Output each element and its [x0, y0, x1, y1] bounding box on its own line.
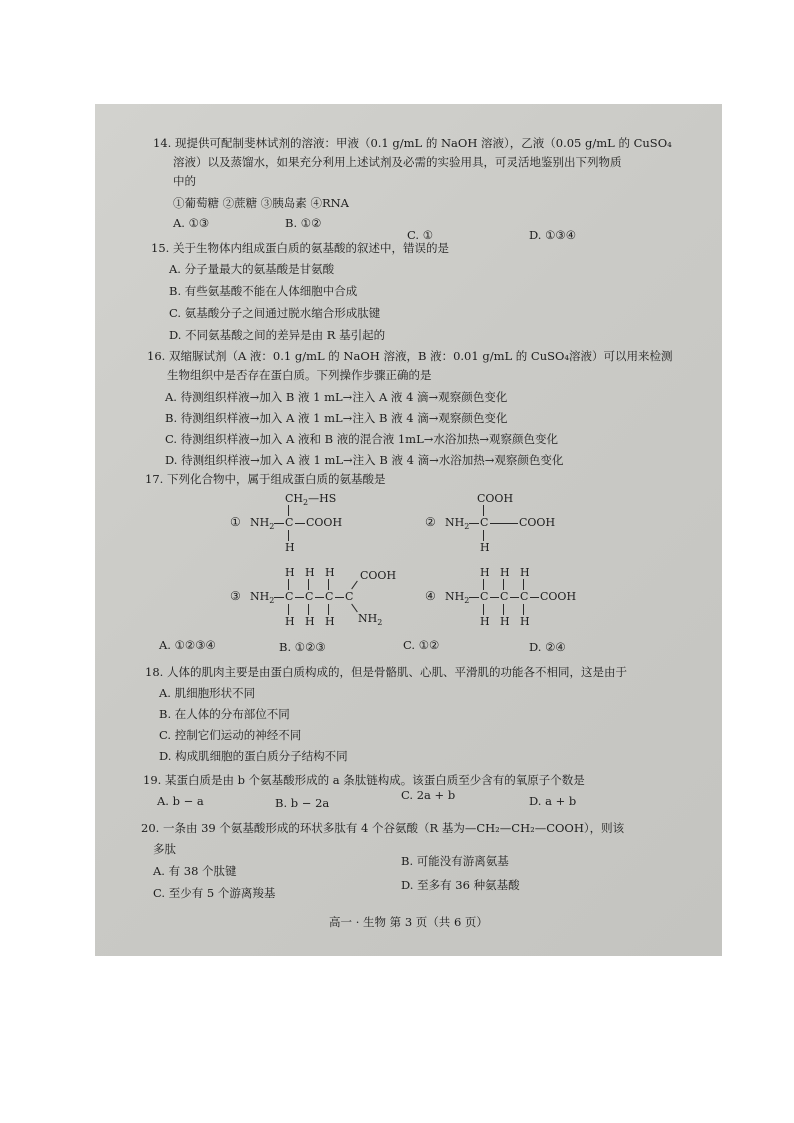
label-1: ① [230, 515, 241, 529]
q20-option-a: A. 有 38 个肽键 [153, 864, 237, 878]
page-footer: 高一 · 生物 第 3 页（共 6 页） [329, 915, 488, 929]
q16-option-b: B. 待测组织样液→加入 A 液 1 mL→注入 B 液 4 滴→观察颜色变化 [165, 411, 508, 425]
q15-option-d: D. 不同氨基酸之间的差异是由 R 基引起的 [169, 328, 386, 342]
q16-option-d: D. 待测组织样液→加入 A 液 1 mL→注入 B 液 4 滴→水浴加热→观察颜色变化 [165, 453, 564, 467]
scanned-page-photo [95, 104, 722, 956]
label-2: ② [425, 515, 436, 529]
q18-stem: 18. 人体的肌肉主要是由蛋白质构成的，但是骨骼肌、心肌、平滑肌的功能各不相同，这是由于 [145, 665, 627, 679]
q17-option-a: A. ①②③④ [159, 638, 216, 652]
q17-option-d: D. ②④ [529, 640, 566, 654]
structure-4: H H H ④ $NH_2$ C C C COOH H H H [425, 566, 577, 628]
q16-option-c: C. 待测组织样液→加入 A 液和 B 液的混合液 1mL→水浴加热→观察颜色变化 [165, 432, 558, 446]
q14-line2: 溶液）以及蒸馏水，如果充分利用上述试剂及必需的实验用具，可灵活地鉴别出下列物质 [173, 155, 622, 169]
q18-option-d: D. 构成肌细胞的蛋白质分子结构不同 [159, 749, 348, 763]
q20-line1: 20. 一条由 39 个氨基酸形成的环状多肽有 4 个谷氨酸（R 基为—CH₂—CH₂—COOH），则该 [141, 821, 625, 835]
q15-option-a: A. 分子量最大的氨基酸是甘氨酸 [169, 262, 335, 276]
q20-line2: 多肽 [153, 842, 176, 856]
q16-line2: 生物组织中是否存在蛋白质。下列操作步骤正确的是 [167, 368, 432, 382]
q19-stem: 19. 某蛋白质是由 b 个氨基酸形成的 a 条肽链构成。该蛋白质至少含有的氧原子个数是 [143, 773, 585, 787]
q20-option-c: C. 至少有 5 个游离羧基 [153, 886, 276, 900]
q18-option-b: B. 在人体的分布部位不同 [159, 707, 290, 721]
q17-stem: 17. 下列化合物中，属于组成蛋白质的氨基酸是 [145, 472, 386, 486]
q17-option-b: B. ①②③ [279, 640, 326, 654]
q14-items: ①葡萄糖 ②蔗糖 ③胰岛素 ④RNA [173, 196, 349, 210]
q14-option-b: B. ①② [285, 216, 322, 230]
label-3: ③ [230, 589, 241, 603]
q16-line1: 16. 双缩脲试剂（A 液：0.1 g/mL 的 NaOH 溶液，B 液：0.01 g/mL 的 CuSO₄溶液）可以用来检测 [147, 349, 673, 363]
q19-option-a: A. b − a [157, 794, 204, 808]
q15-option-b: B. 有些氨基酸不能在人体细胞中合成 [169, 284, 358, 298]
q19-option-b: B. b − 2a [275, 796, 330, 810]
q16-option-a: A. 待测组织样液→加入 B 液 1 mL→注入 A 液 4 滴→观察颜色变化 [165, 390, 508, 404]
q18-option-c: C. 控制它们运动的神经不同 [159, 728, 302, 742]
q18-option-a: A. 肌细胞形状不同 [159, 686, 256, 700]
q14-option-d: D. ①③④ [529, 228, 577, 242]
q14-line3: 中的 [173, 174, 196, 188]
structure-2: COOH ② $NH_2$ C COOH H [425, 492, 556, 554]
label-4: ④ [425, 589, 436, 603]
q14-option-a: A. ①③ [173, 216, 210, 230]
q20-option-d: D. 至多有 36 种氨基酸 [401, 878, 520, 892]
q14-line1: 14. 现提供可配制斐林试剂的溶液：甲液（0.1 g/mL 的 NaOH 溶液），乙液（0.05 g/mL 的 CuSO₄ [153, 136, 672, 150]
q15-option-c: C. 氨基酸分子之间通过脱水缩合形成肽键 [169, 306, 381, 320]
q15-stem: 15. 关于生物体内组成蛋白质的氨基酸的叙述中，错误的是 [151, 241, 449, 255]
q20-option-b: B. 可能没有游离氨基 [401, 854, 509, 868]
structure-1: $CH_2—HS$ ① $NH_2$ C COOH H [230, 492, 343, 554]
structure-3: H H H COOH ③ $NH_2$ C C C C H H H $NH_2$ [230, 566, 397, 628]
q19-option-c: C. 2a + b [401, 788, 456, 802]
q14-option-c: C. ① [407, 228, 434, 242]
q19-option-d: D. a + b [529, 794, 577, 808]
q17-option-c: C. ①② [403, 638, 440, 652]
